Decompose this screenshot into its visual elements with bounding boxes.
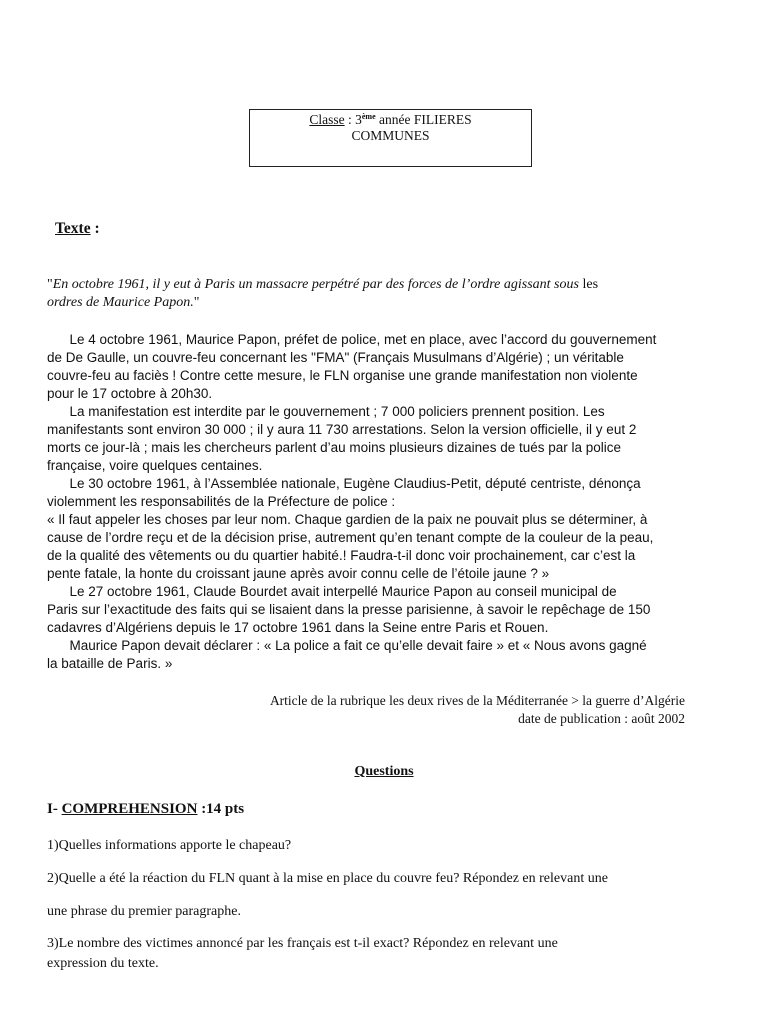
chapeau-italic-1: En octobre 1961, il y eut à Paris un massacre perpétré par des forces de l’ordre agissant sous [52,277,579,292]
source-line-1: Article de la rubrique les deux rives de la Méditerranée > la guerre d’Algérie [269,693,685,708]
body-line: la bataille de Paris. » [47,656,173,671]
source-line-2: date de publication : août 2002 [518,711,685,726]
classe-label: Classe [309,112,345,127]
body-line: couvre-feu au faciès ! Contre cette mesure, le FLN organise une grande manifestation non violente [47,368,638,383]
body-line: Maurice Papon devait déclarer : « La police a fait ce qu’elle devait faire » et « Nous avons gagné [47,638,647,653]
body-line: française, voire quelques centaines. [47,458,263,473]
class-info-box [249,109,532,167]
body-line: Paris sur l’exactitude des faits qui se lisaient dans la presse parisienne, à savoir le repêchage de 150 [47,602,651,617]
body-line: Le 30 octobre 1961, à l’Assemblée nationale, Eugène Claudius-Petit, député centriste, dénonça [47,476,641,491]
body-line: de la qualité des vêtements ou du quartier habité.! Faudra-t-il donc voir prochainement, car c’est la [47,548,636,563]
chapeau-italic-2: ordres de Maurice Papon. [47,295,194,310]
body-line: de De Gaulle, un couvre-feu concernant les "FMA" (Français Musulmans d’Algérie) ; un véritable [47,350,624,365]
class-line-2: COMMUNES [351,128,430,143]
class-line-1: Classe : 3ème année FILIERES [309,112,472,127]
question-2-cont: une phrase du premier paragraphe. [47,904,241,919]
question-1: 1)Quelles informations apporte le chapeau? [47,838,292,853]
body-line: manifestants sont environ 30 000 ; il y aura 11 730 arrestations. Selon la version officielle, il y eut 2 [47,422,637,437]
question-3-cont: expression du texte. [47,956,159,971]
question-2: 2)Quelle a été la réaction du FLN quant à la mise en place du couvre feu? Répondez en relevant une [47,871,608,886]
body-line: cadavres d’Algériens depuis le 17 octobre 1961 dans la Seine entre Paris et Rouen. [47,620,549,635]
questions-title: Questions [354,764,414,779]
texte-heading: Texte : [55,220,100,237]
chapeau-paragraph: "En octobre 1961, il y eut à Paris un massacre perpétré par des forces de l’ordre agissant sous les ordres de Maurice Papon." [47,277,599,310]
article-body [47,331,747,673]
body-line: cause de l’ordre reçu et de la décision prise, autrement qu’en tenant compte de la couleur de la peau, [47,530,654,545]
body-line: violemment les responsabilités de la Préfecture de police : [47,494,396,509]
body-line: Le 4 octobre 1961, Maurice Papon, préfet de police, met en place, avec l’accord du gouvernement [47,332,657,347]
body-line: pente fatale, la honte du croissant jaune après avoir connu celle de l’étoile jaune ? » [47,566,550,581]
question-3: 3)Le nombre des victimes annoncé par les français est t-il exact? Répondez en relevant une [47,936,558,951]
body-line: « Il faut appeler les choses par leur nom. Chaque gardien de la paix ne pouvait plus se déterminer, à [47,512,648,527]
body-line: La manifestation est interdite par le gouvernement ; 7 000 policiers prennent position. Les [47,404,605,419]
article-source [180,692,685,728]
body-line: pour le 17 octobre à 20h30. [47,386,213,401]
body-line: morts ce jour-là ; mais les chercheurs parlent d’au moins plusieurs dizaines de tués par la police [47,440,622,455]
body-line: Le 27 octobre 1961, Claude Bourdet avait interpellé Maurice Papon au conseil municipal de [47,584,617,599]
comprehension-heading: I- COMPREHENSION :14 pts [47,801,245,817]
